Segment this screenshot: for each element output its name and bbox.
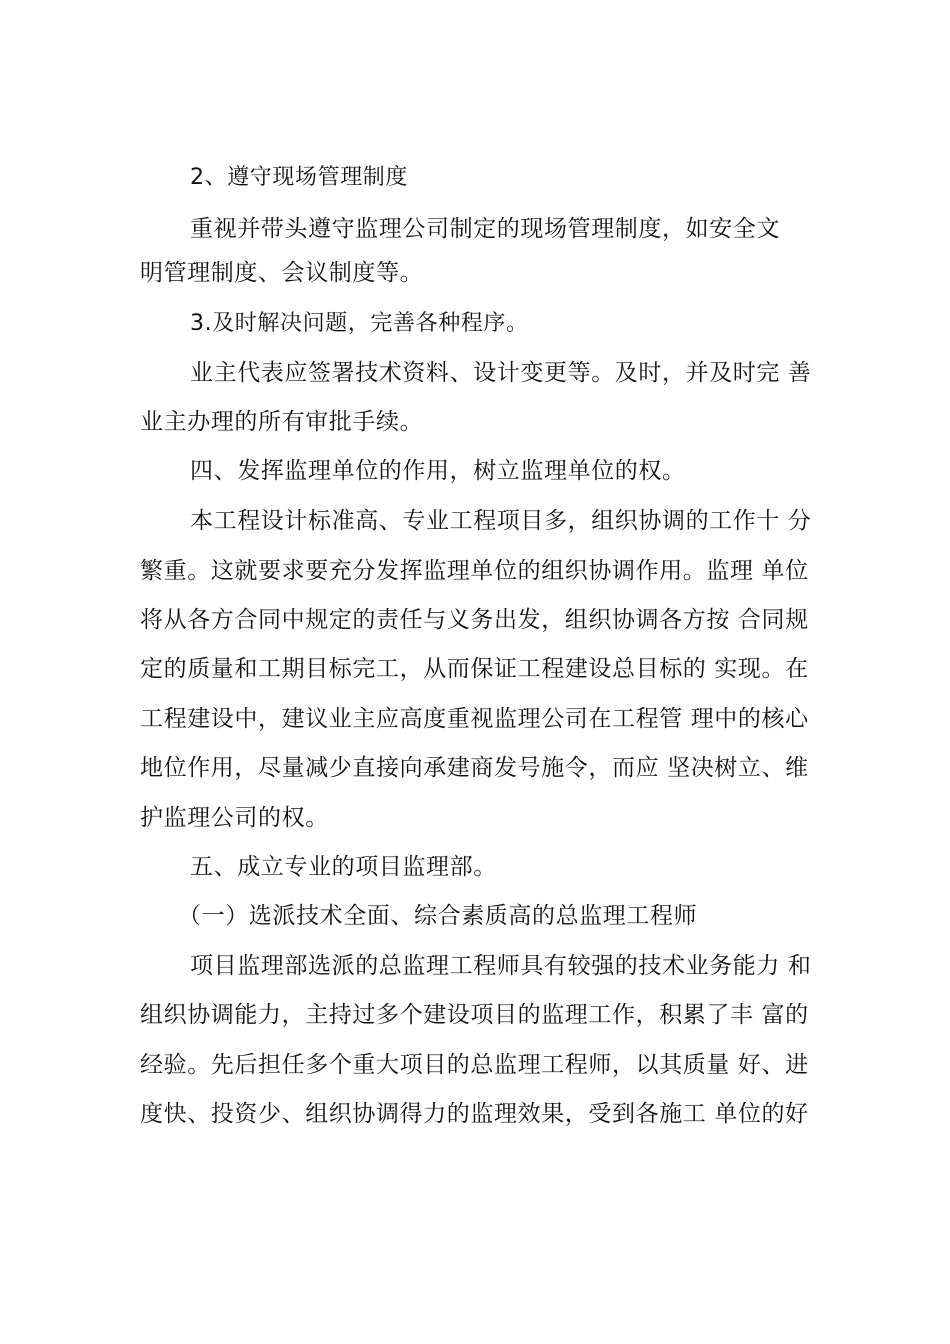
paragraph-line: 工程建设中，建议业主应高度重视监理公司在工程管 理中的核心	[140, 706, 809, 732]
section-heading-5: 五、成立专业的项目监理部。	[190, 854, 497, 880]
paragraph-line: 繁重。这就要求要充分发挥监理单位的组织协调作用。监理 单位	[140, 558, 809, 584]
paragraph-line: 地位作用，尽量减少直接向承建商发号施令，而应 坚决树立、维	[140, 755, 809, 781]
paragraph-line: 护监理公司的权。	[140, 805, 329, 831]
paragraph-line: 重视并带头遵守监理公司制定的现场管理制度，如安全文	[190, 216, 780, 242]
paragraph-line: 经验。先后担任多个重大项目的总监理工程师，以其质量 好、进	[140, 1052, 809, 1078]
subsection-heading-1: （一）选派技术全面、综合素质高的总监理工程师	[178, 903, 698, 929]
paragraph-line: 项目监理部选派的总监理工程师具有较强的技术业务能力 和	[190, 953, 812, 979]
paragraph-line: 业主代表应签署技术资料、设计变更等。及时，并及时完 善	[190, 360, 812, 386]
paragraph-line: 定的质量和工期目标完工，从而保证工程建设总目标的 实现。在	[140, 656, 809, 682]
section-heading-4: 四、发挥监理单位的作用，树立监理单位的权。	[190, 458, 686, 484]
paragraph-line: 组织协调能力，主持过多个建设项目的监理工作，积累了丰 富的	[140, 1002, 809, 1028]
section-heading-2: 2、遵守现场管理制度	[190, 165, 408, 190]
paragraph-line: 度快、投资少、组织协调得力的监理效果，受到各施工 单位的好	[140, 1101, 809, 1127]
paragraph-line: 明管理制度、会议制度等。	[140, 260, 424, 286]
paragraph-line: 业主办理的所有审批手续。	[140, 409, 424, 435]
section-heading-3: 3.及时解决问题，完善各种程序。	[190, 311, 529, 336]
paragraph-line: 本工程设计标准高、专业工程项目多，组织协调的工作十 分	[190, 508, 812, 534]
paragraph-line: 将从各方合同中规定的责任与义务出发，组织协调各方按 合同规	[140, 607, 809, 633]
